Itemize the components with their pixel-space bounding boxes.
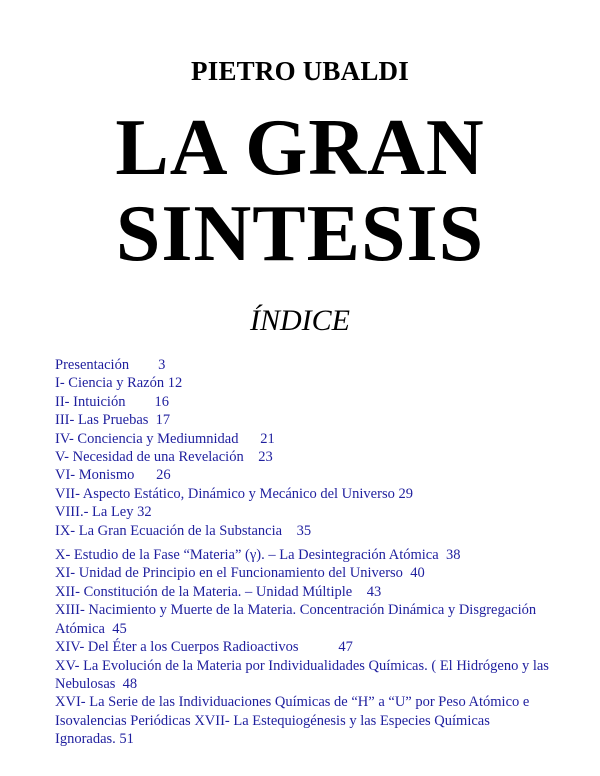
toc-item[interactable] bbox=[55, 430, 555, 448]
toc-item-page: 48 bbox=[122, 675, 138, 692]
toc-item-label: VI- Monismo bbox=[55, 467, 135, 484]
toc-item-label: VIII.- La Ley bbox=[55, 504, 134, 521]
toc-item[interactable] bbox=[55, 466, 555, 484]
toc-item-page: 45 bbox=[112, 620, 127, 637]
toc-item-label: XIII- Nacimiento y Muerte de la Materia. Concentración Dinámica y Disgregación Atómica bbox=[55, 602, 539, 637]
toc-item-page: 51 bbox=[119, 731, 134, 748]
toc-item-page: 23 bbox=[258, 449, 273, 466]
toc-item[interactable] bbox=[55, 546, 555, 564]
toc-item-page: 12 bbox=[167, 375, 183, 392]
toc-item-label: IX- La Gran Ecuación de la Substancia bbox=[55, 522, 283, 539]
toc-item[interactable] bbox=[55, 638, 555, 656]
toc-item[interactable] bbox=[55, 657, 555, 694]
toc-item-page: 32 bbox=[137, 504, 152, 521]
toc-item[interactable] bbox=[55, 503, 555, 521]
table-of-contents bbox=[55, 356, 555, 749]
toc-item[interactable] bbox=[55, 601, 555, 638]
toc-item-page: 43 bbox=[366, 583, 382, 600]
toc-item-page: 17 bbox=[155, 412, 171, 429]
toc-item[interactable] bbox=[55, 693, 555, 748]
toc-item-page: 26 bbox=[156, 467, 171, 484]
toc-item-page: 35 bbox=[296, 522, 312, 539]
toc-item-label: IV- Conciencia y Mediumnidad bbox=[55, 430, 239, 447]
toc-item-label: XV- La Evolución de la Materia por Individualidades Químicas. ( El Hidrógeno y las Nebulosas bbox=[55, 657, 553, 692]
toc-item-label: V- Necesidad de una Revelación bbox=[55, 449, 244, 466]
book-title bbox=[0, 105, 600, 277]
toc-item-page: 29 bbox=[398, 485, 413, 502]
index-heading: ÍNDICE bbox=[250, 304, 350, 337]
toc-item[interactable] bbox=[55, 411, 555, 429]
toc-item-page: 38 bbox=[445, 547, 461, 564]
toc-item[interactable] bbox=[55, 564, 555, 582]
book-title-line-1: LA GRAN bbox=[115, 104, 485, 192]
toc-item[interactable] bbox=[55, 522, 555, 540]
toc-item[interactable] bbox=[55, 356, 555, 374]
toc-item-label: III- Las Pruebas bbox=[55, 412, 149, 429]
author-name: PIETRO UBALDI bbox=[191, 56, 409, 86]
toc-item-page: 47 bbox=[338, 639, 353, 656]
book-title-line-2: SINTESIS bbox=[115, 190, 485, 278]
toc-item-label: X- Estudio de la Fase “Materia” (γ). – La Desintegración Atómica bbox=[55, 547, 439, 564]
toc-item[interactable] bbox=[55, 374, 555, 392]
toc-item[interactable] bbox=[55, 583, 555, 601]
toc-item[interactable] bbox=[55, 393, 555, 411]
toc-item-page: 21 bbox=[260, 430, 275, 447]
toc-item-label: XII- Constitución de la Materia. – Unidad Múltiple bbox=[55, 583, 353, 600]
toc-item-label: XI- Unidad de Principio en el Funcionamiento del Universo bbox=[55, 565, 403, 582]
toc-item-page: 40 bbox=[410, 565, 425, 582]
toc-item-label: XVI- La Serie de las Individuaciones Químicas de “H” a “U” por Peso Atómico e Isovalencias Periódicas XVII- La Estequiogénesis y las Especies Químicas Ignoradas. bbox=[55, 694, 533, 748]
toc-item-label: Presentación bbox=[55, 357, 130, 373]
toc-item-label: I- Ciencia y Razón bbox=[55, 375, 165, 392]
toc-item-label: II- Intuición bbox=[55, 393, 126, 410]
toc-item-label: VII- Aspecto Estático, Dinámico y Mecánico del Universo bbox=[55, 485, 395, 502]
toc-item[interactable] bbox=[55, 485, 555, 503]
toc-item[interactable] bbox=[55, 448, 555, 466]
toc-item-page: 16 bbox=[154, 393, 169, 410]
toc-item-label: XIV- Del Éter a los Cuerpos Radioactivos bbox=[55, 639, 299, 656]
toc-item-page: 3 bbox=[158, 357, 166, 373]
